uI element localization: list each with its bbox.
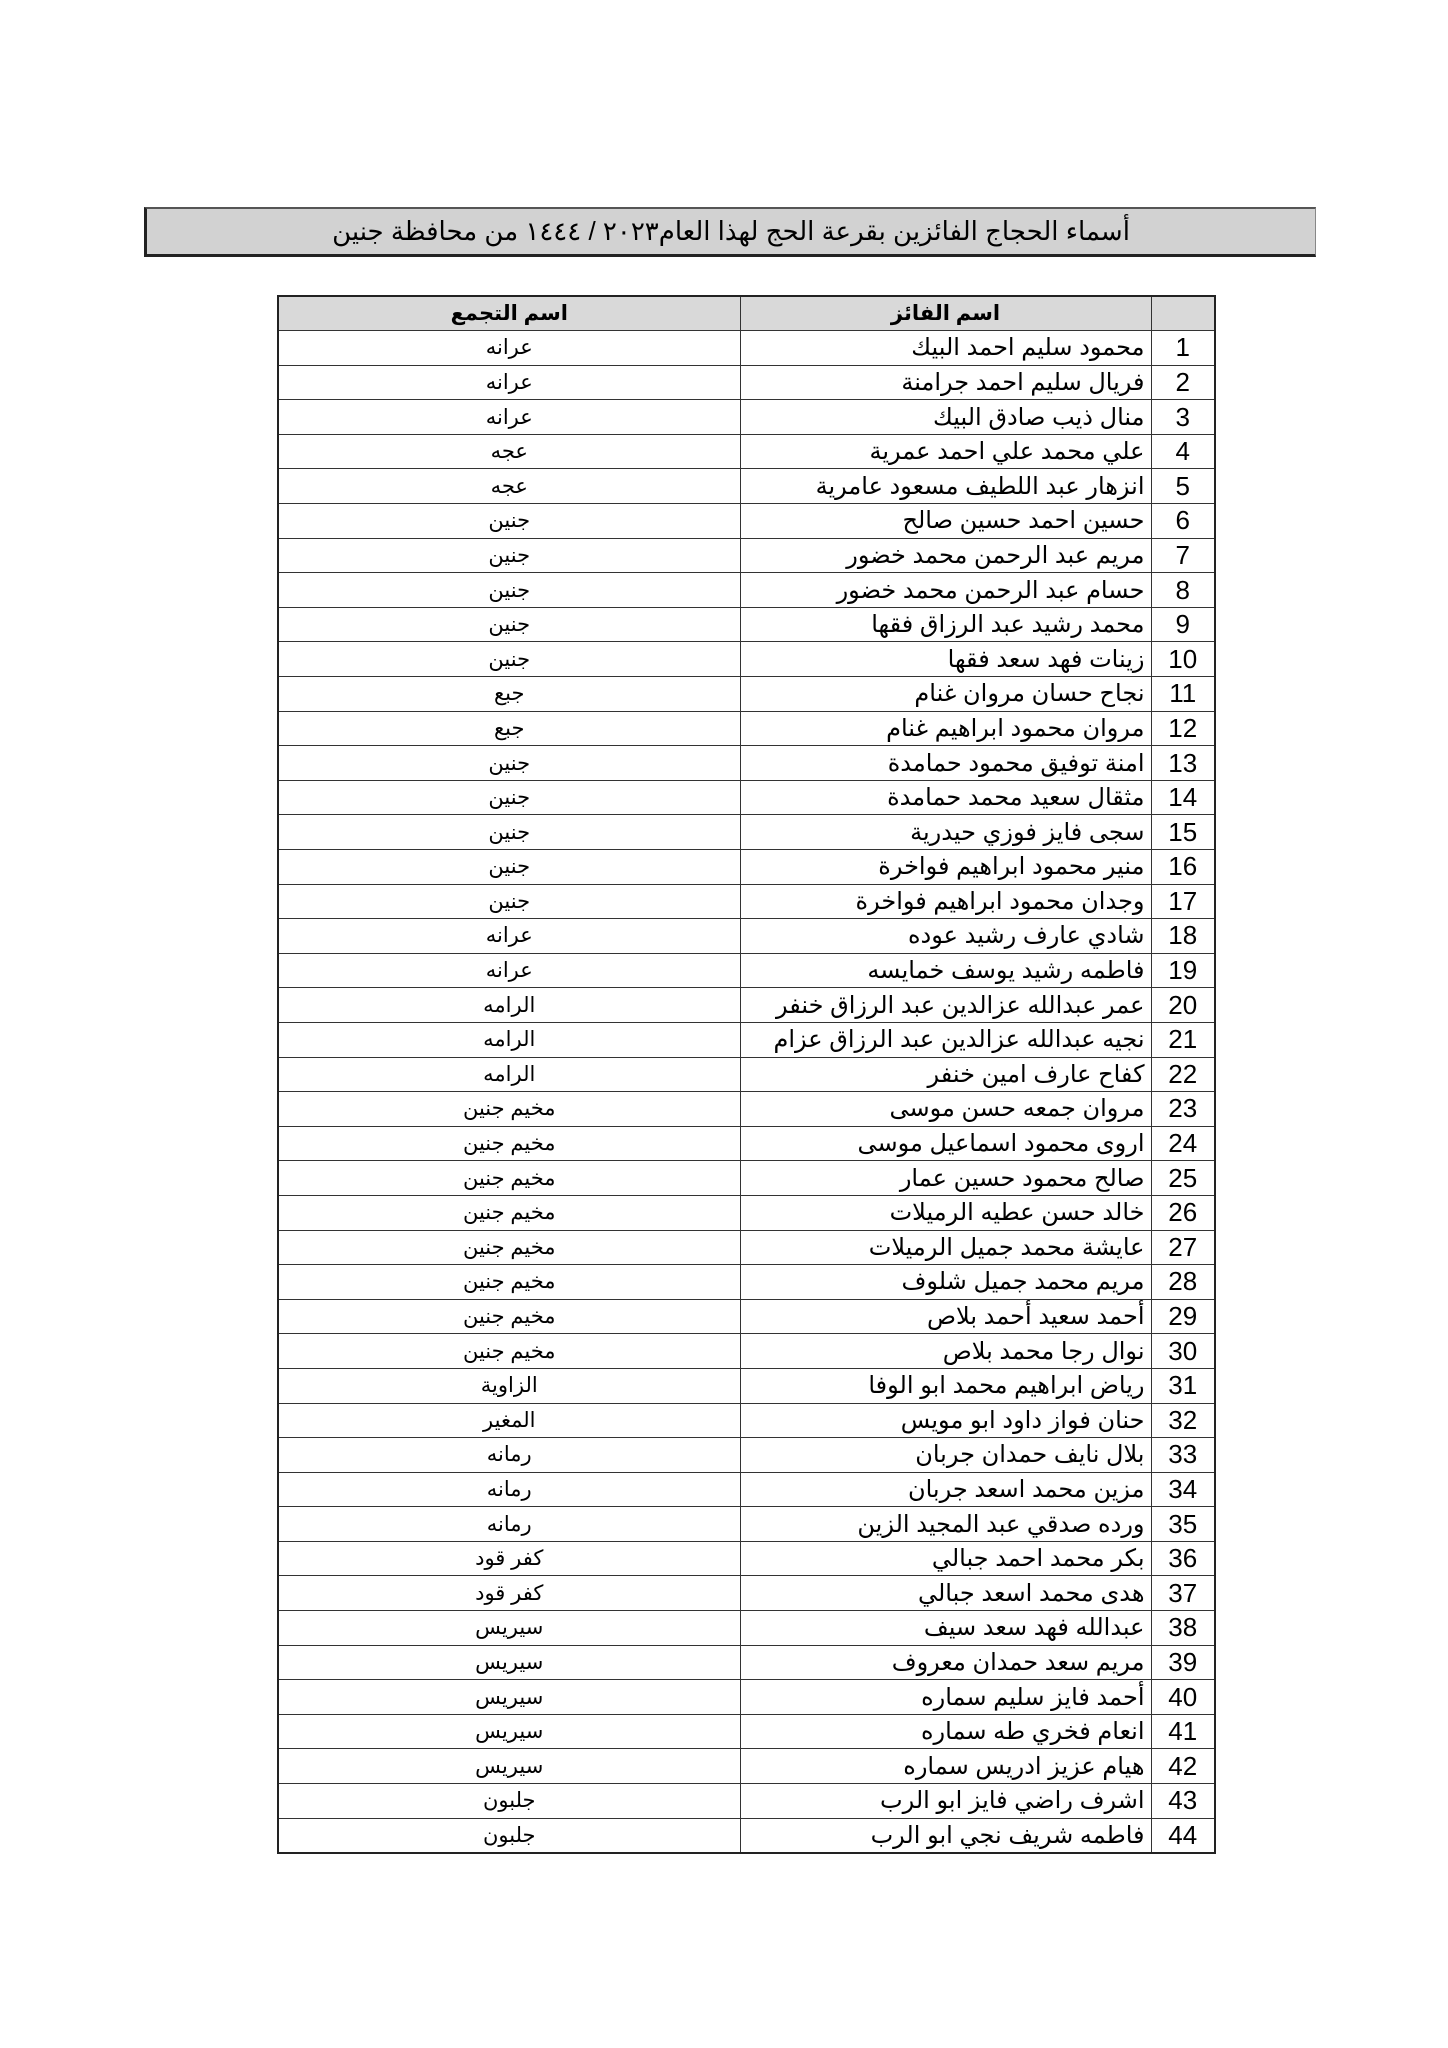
table-row <box>278 1784 1215 1819</box>
group-name: جنين <box>278 780 740 815</box>
winner-name: مزين محمد اسعد جربان <box>740 1472 1151 1507</box>
table-row <box>278 1195 1215 1230</box>
row-number: 4 <box>1151 434 1215 469</box>
winner-name: هدى محمد اسعد جبالي <box>740 1576 1151 1611</box>
table-row <box>278 711 1215 746</box>
winner-name: محمد رشيد عبد الرزاق فقها <box>740 607 1151 642</box>
group-name: جنين <box>278 538 740 573</box>
table-header-row <box>278 296 1215 331</box>
group-name: جنين <box>278 642 740 677</box>
row-number: 33 <box>1151 1438 1215 1473</box>
winner-name: محمود سليم احمد البيك <box>740 331 1151 366</box>
winner-name: رياض ابراهيم محمد ابو الوفا <box>740 1368 1151 1403</box>
table-row <box>278 1541 1215 1576</box>
table-row <box>278 1749 1215 1784</box>
winner-name: عايشة محمد جميل الرميلات <box>740 1230 1151 1265</box>
row-number: 16 <box>1151 850 1215 885</box>
group-name: عرانه <box>278 331 740 366</box>
group-name: جنين <box>278 607 740 642</box>
table-row <box>278 1126 1215 1161</box>
group-name: رمانه <box>278 1507 740 1542</box>
row-number: 43 <box>1151 1784 1215 1819</box>
winner-name: مريم سعد حمدان معروف <box>740 1645 1151 1680</box>
table-row <box>278 1092 1215 1127</box>
winner-name: فاطمه شريف نجي ابو الرب <box>740 1818 1151 1853</box>
table-row <box>278 400 1215 435</box>
table-row <box>278 1576 1215 1611</box>
winner-name: سجى فايز فوزي حيدرية <box>740 815 1151 850</box>
row-number: 24 <box>1151 1126 1215 1161</box>
winner-name: أحمد سعيد أحمد بلاص <box>740 1299 1151 1334</box>
group-name: الرامه <box>278 988 740 1023</box>
row-number: 15 <box>1151 815 1215 850</box>
row-number: 35 <box>1151 1507 1215 1542</box>
group-name: مخيم جنين <box>278 1230 740 1265</box>
winner-name: ورده صدقي عبد المجيد الزين <box>740 1507 1151 1542</box>
winners-table <box>277 295 1216 1854</box>
table-row <box>278 988 1215 1023</box>
winner-name: بكر محمد احمد جبالي <box>740 1541 1151 1576</box>
row-number: 19 <box>1151 953 1215 988</box>
row-number: 27 <box>1151 1230 1215 1265</box>
row-number: 41 <box>1151 1714 1215 1749</box>
row-number: 31 <box>1151 1368 1215 1403</box>
row-number: 36 <box>1151 1541 1215 1576</box>
row-number: 1 <box>1151 331 1215 366</box>
table-row <box>278 1265 1215 1300</box>
document-title: أسماء الحجاج الفائزين بقرعة الحج لهذا العام٢٠٢٣ / ١٤٤٤ من محافظة جنين <box>144 207 1316 257</box>
row-number: 20 <box>1151 988 1215 1023</box>
table-row <box>278 919 1215 954</box>
row-number: 37 <box>1151 1576 1215 1611</box>
table-row <box>278 1611 1215 1646</box>
winner-name: منال ذيب صادق البيك <box>740 400 1151 435</box>
group-name: جنين <box>278 746 740 781</box>
row-number: 22 <box>1151 1057 1215 1092</box>
group-name: عجه <box>278 469 740 504</box>
table-row <box>278 1403 1215 1438</box>
winner-name: شادي عارف رشيد عوده <box>740 919 1151 954</box>
row-number: 34 <box>1151 1472 1215 1507</box>
table-row <box>278 1438 1215 1473</box>
group-name: مخيم جنين <box>278 1299 740 1334</box>
group-name: سيريس <box>278 1714 740 1749</box>
group-name: سيريس <box>278 1680 740 1715</box>
row-number: 9 <box>1151 607 1215 642</box>
winner-name: انزهار عبد اللطيف مسعود عامرية <box>740 469 1151 504</box>
table-row <box>278 746 1215 781</box>
winner-name: فاطمه رشيد يوسف خمايسه <box>740 953 1151 988</box>
group-name: رمانه <box>278 1438 740 1473</box>
winner-name: منير محمود ابراهيم فواخرة <box>740 850 1151 885</box>
group-name: سيريس <box>278 1645 740 1680</box>
winner-name: اشرف راضي فايز ابو الرب <box>740 1784 1151 1819</box>
table-row <box>278 1507 1215 1542</box>
header-number <box>1151 296 1215 331</box>
table-row <box>278 677 1215 712</box>
winner-name: هيام عزيز ادريس سماره <box>740 1749 1151 1784</box>
winner-name: صالح محمود حسين عمار <box>740 1161 1151 1196</box>
winner-name: زينات فهد سعد فقها <box>740 642 1151 677</box>
row-number: 23 <box>1151 1092 1215 1127</box>
winner-name: كفاح عارف امين خنفر <box>740 1057 1151 1092</box>
table-row <box>278 953 1215 988</box>
winner-name: مروان جمعه حسن موسى <box>740 1092 1151 1127</box>
row-number: 39 <box>1151 1645 1215 1680</box>
table-row <box>278 1334 1215 1369</box>
table-row <box>278 331 1215 366</box>
row-number: 18 <box>1151 919 1215 954</box>
group-name: مخيم جنين <box>278 1092 740 1127</box>
winner-name: انعام فخري طه سماره <box>740 1714 1151 1749</box>
table-row <box>278 884 1215 919</box>
group-name: مخيم جنين <box>278 1265 740 1300</box>
group-name: سيريس <box>278 1749 740 1784</box>
table-row <box>278 1714 1215 1749</box>
row-number: 21 <box>1151 1022 1215 1057</box>
row-number: 2 <box>1151 365 1215 400</box>
row-number: 40 <box>1151 1680 1215 1715</box>
group-name: المغير <box>278 1403 740 1438</box>
group-name: مخيم جنين <box>278 1195 740 1230</box>
row-number: 25 <box>1151 1161 1215 1196</box>
row-number: 26 <box>1151 1195 1215 1230</box>
winner-name: عبدالله فهد سعد سيف <box>740 1611 1151 1646</box>
header-group-name: اسم التجمع <box>278 296 740 331</box>
group-name: عرانه <box>278 953 740 988</box>
winner-name: نجاح حسان مروان غنام <box>740 677 1151 712</box>
row-number: 12 <box>1151 711 1215 746</box>
table-row <box>278 434 1215 469</box>
group-name: جنين <box>278 504 740 539</box>
group-name: جنين <box>278 850 740 885</box>
row-number: 13 <box>1151 746 1215 781</box>
table-row <box>278 815 1215 850</box>
table-row <box>278 1680 1215 1715</box>
winner-name: فريال سليم احمد جرامنة <box>740 365 1151 400</box>
winner-name: مروان محمود ابراهيم غنام <box>740 711 1151 746</box>
row-number: 5 <box>1151 469 1215 504</box>
row-number: 29 <box>1151 1299 1215 1334</box>
winner-name: بلال نايف حمدان جربان <box>740 1438 1151 1473</box>
winner-name: مريم عبد الرحمن محمد خضور <box>740 538 1151 573</box>
table-row <box>278 642 1215 677</box>
row-number: 8 <box>1151 573 1215 608</box>
group-name: مخيم جنين <box>278 1126 740 1161</box>
group-name: الرامه <box>278 1022 740 1057</box>
table-row <box>278 1161 1215 1196</box>
winner-name: حنان فواز داود ابو مويس <box>740 1403 1151 1438</box>
group-name: كفر قود <box>278 1576 740 1611</box>
row-number: 28 <box>1151 1265 1215 1300</box>
table-row <box>278 1645 1215 1680</box>
group-name: عرانه <box>278 400 740 435</box>
group-name: مخيم جنين <box>278 1161 740 1196</box>
group-name: جنين <box>278 815 740 850</box>
winner-name: امنة توفيق محمود حمامدة <box>740 746 1151 781</box>
row-number: 17 <box>1151 884 1215 919</box>
group-name: كفر قود <box>278 1541 740 1576</box>
winner-name: حسين احمد حسين صالح <box>740 504 1151 539</box>
table-row <box>278 1472 1215 1507</box>
row-number: 3 <box>1151 400 1215 435</box>
group-name: جلبون <box>278 1784 740 1819</box>
group-name: مخيم جنين <box>278 1334 740 1369</box>
row-number: 30 <box>1151 1334 1215 1369</box>
table-row <box>278 850 1215 885</box>
group-name: عرانه <box>278 919 740 954</box>
group-name: جبع <box>278 711 740 746</box>
winners-table-container <box>277 295 1214 1854</box>
group-name: جنين <box>278 884 740 919</box>
table-row <box>278 1230 1215 1265</box>
winner-name: وجدان محمود ابراهيم فواخرة <box>740 884 1151 919</box>
table-row <box>278 365 1215 400</box>
table-row <box>278 1057 1215 1092</box>
winner-name: حسام عبد الرحمن محمد خضور <box>740 573 1151 608</box>
table-row <box>278 1299 1215 1334</box>
group-name: الرامه <box>278 1057 740 1092</box>
winner-name: مريم محمد جميل شلوف <box>740 1265 1151 1300</box>
row-number: 32 <box>1151 1403 1215 1438</box>
table-row <box>278 1022 1215 1057</box>
group-name: سيريس <box>278 1611 740 1646</box>
group-name: عرانه <box>278 365 740 400</box>
table-row <box>278 1818 1215 1853</box>
winner-name: خالد حسن عطيه الرميلات <box>740 1195 1151 1230</box>
row-number: 38 <box>1151 1611 1215 1646</box>
group-name: جبع <box>278 677 740 712</box>
winner-name: علي محمد علي احمد عمرية <box>740 434 1151 469</box>
winner-name: نوال رجا محمد بلاص <box>740 1334 1151 1369</box>
group-name: رمانه <box>278 1472 740 1507</box>
table-row <box>278 469 1215 504</box>
row-number: 44 <box>1151 1818 1215 1853</box>
group-name: جلبون <box>278 1818 740 1853</box>
table-row <box>278 780 1215 815</box>
winner-name: نجيه عبدالله عزالدين عبد الرزاق عزام <box>740 1022 1151 1057</box>
row-number: 10 <box>1151 642 1215 677</box>
winner-name: أحمد فايز سليم سماره <box>740 1680 1151 1715</box>
header-winner-name: اسم الفائز <box>740 296 1151 331</box>
table-row <box>278 1368 1215 1403</box>
table-row <box>278 504 1215 539</box>
group-name: جنين <box>278 573 740 608</box>
row-number: 6 <box>1151 504 1215 539</box>
table-row <box>278 607 1215 642</box>
row-number: 42 <box>1151 1749 1215 1784</box>
row-number: 14 <box>1151 780 1215 815</box>
winner-name: مثقال سعيد محمد حمامدة <box>740 780 1151 815</box>
table-row <box>278 538 1215 573</box>
row-number: 7 <box>1151 538 1215 573</box>
winner-name: اروى محمود اسماعيل موسى <box>740 1126 1151 1161</box>
table-row <box>278 573 1215 608</box>
row-number: 11 <box>1151 677 1215 712</box>
winner-name: عمر عبدالله عزالدين عبد الرزاق خنفر <box>740 988 1151 1023</box>
table-body <box>278 331 1215 1853</box>
group-name: عجه <box>278 434 740 469</box>
group-name: الزاوية <box>278 1368 740 1403</box>
